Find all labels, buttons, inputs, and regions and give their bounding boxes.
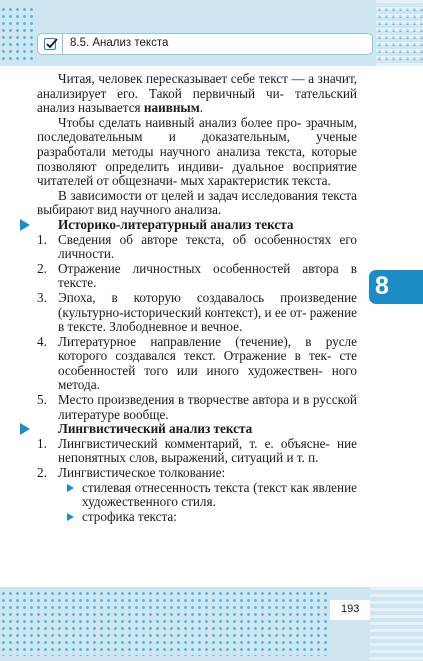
dot-pattern xyxy=(0,6,34,60)
main-text xyxy=(37,72,357,524)
numbered-list xyxy=(37,233,357,423)
paragraph xyxy=(37,72,357,116)
text-line: Сведения об авторе текста, об особенностях xyxy=(58,231,332,247)
divider xyxy=(62,34,63,54)
list-number: 3. xyxy=(37,289,47,305)
arrow-bullet-icon xyxy=(67,484,74,492)
text-line: Чтобы сделать наивный анализ более про- xyxy=(58,114,302,130)
text-line: текста выбирают вид научного анализа. xyxy=(37,187,358,218)
subheading xyxy=(37,422,357,437)
list-item xyxy=(37,335,357,393)
bullet-item xyxy=(37,481,357,510)
checkbox-icon xyxy=(44,38,56,50)
text-line: Литературное направление (течение), в русле xyxy=(58,333,357,349)
list-number: 5. xyxy=(37,392,47,408)
subheading-text: Историко-литературный анализ текста xyxy=(58,216,294,232)
text-line: (культурно-исторический контекст), и ее от- xyxy=(58,304,307,320)
stripe-pattern xyxy=(370,587,423,661)
text-line: Место произведения в творчестве автора xyxy=(58,392,289,408)
text-line: дуальное восприятие читателей от общезначи- xyxy=(37,158,357,189)
chapter-number: 8 xyxy=(375,272,389,300)
bullet-list xyxy=(37,481,357,525)
text-line: ного метода. xyxy=(58,362,358,393)
text-line: в тексте. xyxy=(58,260,357,291)
text-line: стилевая отнесенность текста (текст как xyxy=(82,479,309,495)
text-line: Эпоха, в которую создавалось произведение xyxy=(58,289,357,305)
section-title: 8.5. Анализ текста xyxy=(70,37,169,49)
list-number: 1. xyxy=(37,435,47,451)
text-line: его личности. xyxy=(58,231,357,262)
text-line: Читая, человек пересказывает себе текст — xyxy=(58,71,305,86)
list-number: 2. xyxy=(37,465,47,481)
list-item xyxy=(37,233,357,262)
list-item xyxy=(37,291,357,335)
text-line: зрачным, последовательным и доказательным, xyxy=(37,114,358,145)
list-number: 4. xyxy=(37,333,47,349)
bold-term: наивным xyxy=(143,100,200,116)
list-number: 2. xyxy=(37,260,47,276)
punctuation: . xyxy=(199,100,203,116)
text-line: Лингвистическое толкование: xyxy=(58,465,226,481)
text-line: сте особенностей того или иного художествен- xyxy=(58,348,357,378)
text-line: ражение в тексте. Злободневное и вечное. xyxy=(58,304,358,335)
text-line: Лингвистический комментарий, т. е. объясне- xyxy=(58,435,330,451)
text-line: Отражение личностных особенностей автора xyxy=(58,260,339,276)
dot-pattern xyxy=(0,590,330,656)
section-header xyxy=(37,33,373,55)
text-line: ние непонятных слов, выражений, ситуаций xyxy=(58,435,358,466)
text-line: ученые разработали методы научного анализа xyxy=(37,129,357,159)
list-item xyxy=(37,466,357,481)
text-line: а значит, анализирует его. Такой первичный чи- xyxy=(37,71,358,101)
page-number: 193 xyxy=(341,603,360,615)
bullet-item xyxy=(37,510,357,525)
text-line: строфика текста: xyxy=(82,508,177,524)
list-number: 1. xyxy=(37,231,47,247)
list-item xyxy=(37,262,357,291)
numbered-list xyxy=(37,437,357,481)
arrow-bullet-icon xyxy=(67,513,74,521)
list-item xyxy=(37,393,357,422)
text-line: тательский анализ называется xyxy=(37,85,357,116)
paragraph xyxy=(37,189,357,218)
stripe-pattern xyxy=(376,0,423,66)
text-line: мых характеристик текста. xyxy=(180,173,331,189)
list-item xyxy=(37,437,357,466)
text-line: текста, которые позволяют определить индиви- xyxy=(37,143,357,174)
subheading xyxy=(37,218,357,233)
arrow-marker-icon xyxy=(20,423,30,435)
text-line: которого создавался текст. Отражение в тек- xyxy=(58,348,332,364)
text-line: и в русской литературе вообще. xyxy=(58,392,357,422)
subheading-text: Лингвистический анализ текста xyxy=(58,421,253,437)
paragraph xyxy=(37,116,357,189)
text-line: и т. п. xyxy=(286,450,319,466)
text-line: В зависимости от целей и задач исследования xyxy=(58,187,318,203)
text-line: явление художественного стиля. xyxy=(82,479,357,510)
arrow-marker-icon xyxy=(20,219,30,231)
